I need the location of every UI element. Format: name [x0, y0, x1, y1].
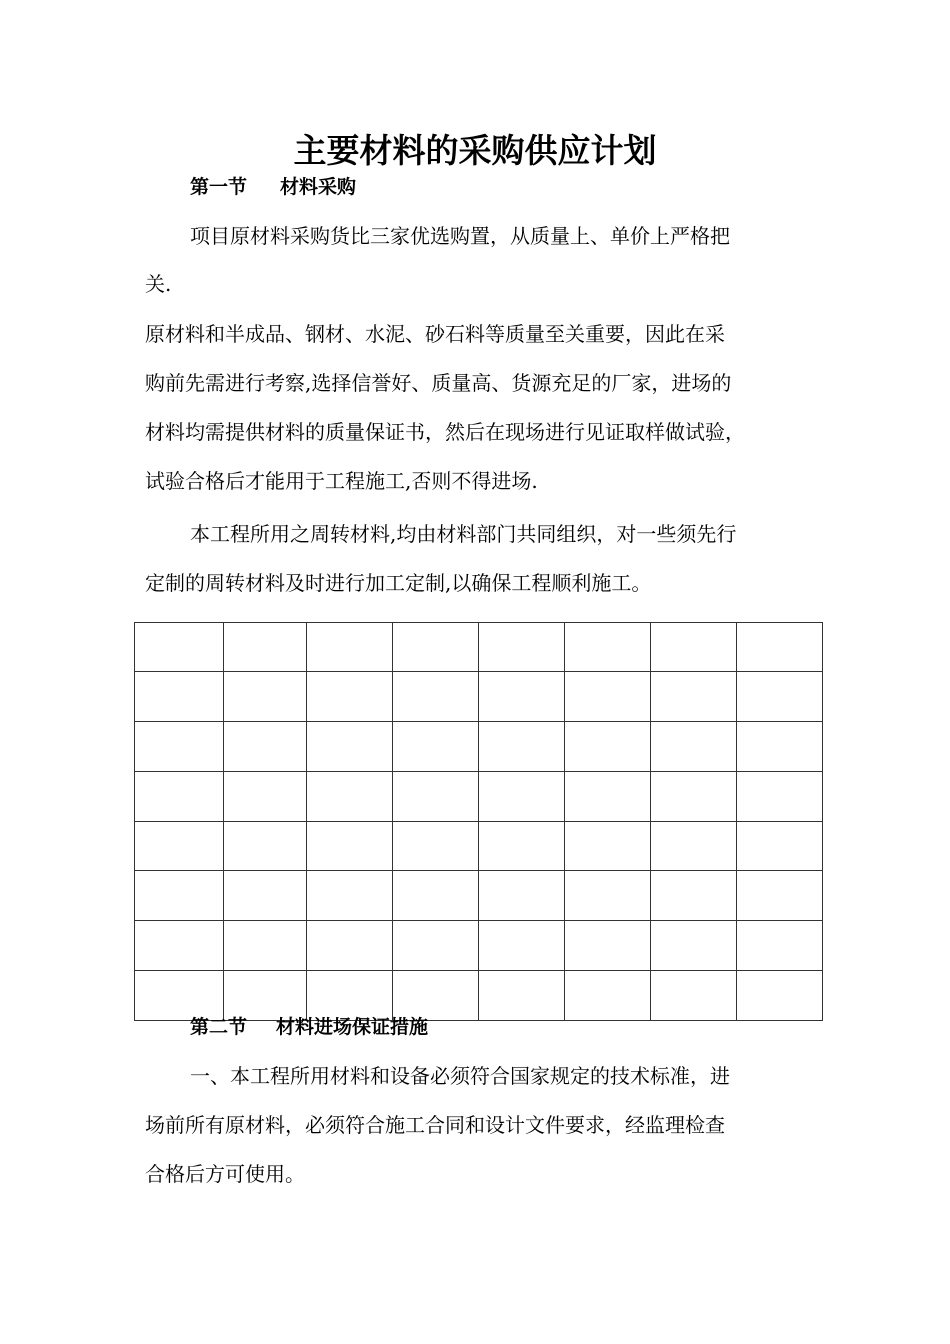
table-cell — [393, 722, 479, 772]
table-cell — [307, 871, 393, 921]
grid-body — [135, 623, 823, 1021]
table-cell — [307, 822, 393, 871]
table-cell — [651, 772, 737, 822]
table-cell — [737, 672, 823, 722]
table-cell — [393, 871, 479, 921]
paragraph-line: 材料均需提供材料的质量保证书，然后在现场进行见证取样做试验， — [145, 420, 745, 444]
section-1-paragraph-1 — [145, 212, 820, 309]
table-cell — [224, 921, 307, 971]
table-cell — [135, 871, 224, 921]
table-cell — [737, 971, 823, 1021]
section-2-heading — [190, 1012, 428, 1042]
table-cell — [135, 822, 224, 871]
table-cell — [479, 772, 565, 822]
table-cell — [479, 672, 565, 722]
table-cell — [307, 722, 393, 772]
table-cell — [651, 822, 737, 871]
paragraph-line: 原材料和半成品、钢材、水泥、砂石料等质量至关重要，因此在采 — [145, 322, 725, 346]
table-cell — [224, 822, 307, 871]
table-cell — [651, 971, 737, 1021]
section-1-paragraph-3 — [145, 510, 820, 608]
table-cell — [135, 921, 224, 971]
table-cell — [565, 921, 651, 971]
table-cell — [479, 822, 565, 871]
table-cell — [135, 772, 224, 822]
table-cell — [307, 772, 393, 822]
paragraph-line: 关. — [145, 272, 172, 296]
table-cell — [737, 722, 823, 772]
empty-grid-table — [134, 622, 823, 1021]
table-cell — [479, 623, 565, 672]
table-cell — [565, 772, 651, 822]
table-cell — [307, 672, 393, 722]
table-cell — [737, 921, 823, 971]
table-cell — [307, 623, 393, 672]
table-cell — [393, 672, 479, 722]
paragraph-line: 本工程所用之周转材料,均由材料部门共同组织，对一些须先行 — [190, 522, 737, 546]
table-cell — [651, 722, 737, 772]
section-2-paragraph-1 — [145, 1052, 820, 1199]
table-cell — [737, 871, 823, 921]
document-title: 主要材料的采购供应计划 — [293, 131, 657, 170]
table-cell — [135, 623, 224, 672]
table-cell — [224, 722, 307, 772]
table-row — [135, 822, 823, 871]
section-1-heading — [190, 172, 356, 202]
paragraph-line: 项目原材料采购货比三家优选购置，从质量上、单价上严格把 — [190, 224, 730, 248]
table-cell — [479, 921, 565, 971]
table-cell — [479, 871, 565, 921]
table-cell — [565, 672, 651, 722]
paragraph-line: 试验合格后才能用于工程施工,否则不得进场. — [145, 469, 538, 493]
table-cell — [737, 822, 823, 871]
table-cell — [651, 871, 737, 921]
table-row — [135, 672, 823, 722]
paragraph-line: 合格后方可使用。 — [145, 1162, 305, 1186]
table-cell — [307, 921, 393, 971]
table-cell — [737, 623, 823, 672]
table-cell — [565, 822, 651, 871]
table-cell — [651, 623, 737, 672]
table-cell — [479, 971, 565, 1021]
table-cell — [224, 871, 307, 921]
table-cell — [737, 772, 823, 822]
table-cell — [393, 822, 479, 871]
table-cell — [565, 722, 651, 772]
table-cell — [393, 921, 479, 971]
table-cell — [479, 722, 565, 772]
table-cell — [651, 672, 737, 722]
table-cell — [651, 921, 737, 971]
section-1-number: 第一节 — [190, 176, 248, 198]
table-cell — [565, 871, 651, 921]
section-2-name: 材料进场保证措施 — [276, 1016, 429, 1038]
paragraph-line: 购前先需进行考察,选择信誉好、质量高、货源充足的厂家，进场的 — [145, 371, 732, 395]
table-cell — [393, 772, 479, 822]
table-cell — [135, 722, 224, 772]
table-cell — [565, 971, 651, 1021]
table-row — [135, 921, 823, 971]
table-row — [135, 722, 823, 772]
table-row — [135, 772, 823, 822]
table-row — [135, 871, 823, 921]
table-cell — [393, 623, 479, 672]
paragraph-line: 定制的周转材料及时进行加工定制,以确保工程顺利施工。 — [145, 571, 652, 595]
section-2-number: 第二节 — [190, 1016, 248, 1038]
table-cell — [224, 772, 307, 822]
paragraph-line: 场前所有原材料，必须符合施工合同和设计文件要求，经监理检查 — [145, 1113, 725, 1137]
table-cell — [224, 623, 307, 672]
paragraph-line: 一、本工程所用材料和设备必须符合国家规定的技术标准，进 — [190, 1064, 730, 1088]
table-cell — [135, 672, 224, 722]
table-row — [135, 623, 823, 672]
section-1-paragraph-2 — [145, 310, 820, 506]
table-cell — [224, 672, 307, 722]
table-cell — [565, 623, 651, 672]
section-1-name: 材料采购 — [280, 176, 357, 198]
